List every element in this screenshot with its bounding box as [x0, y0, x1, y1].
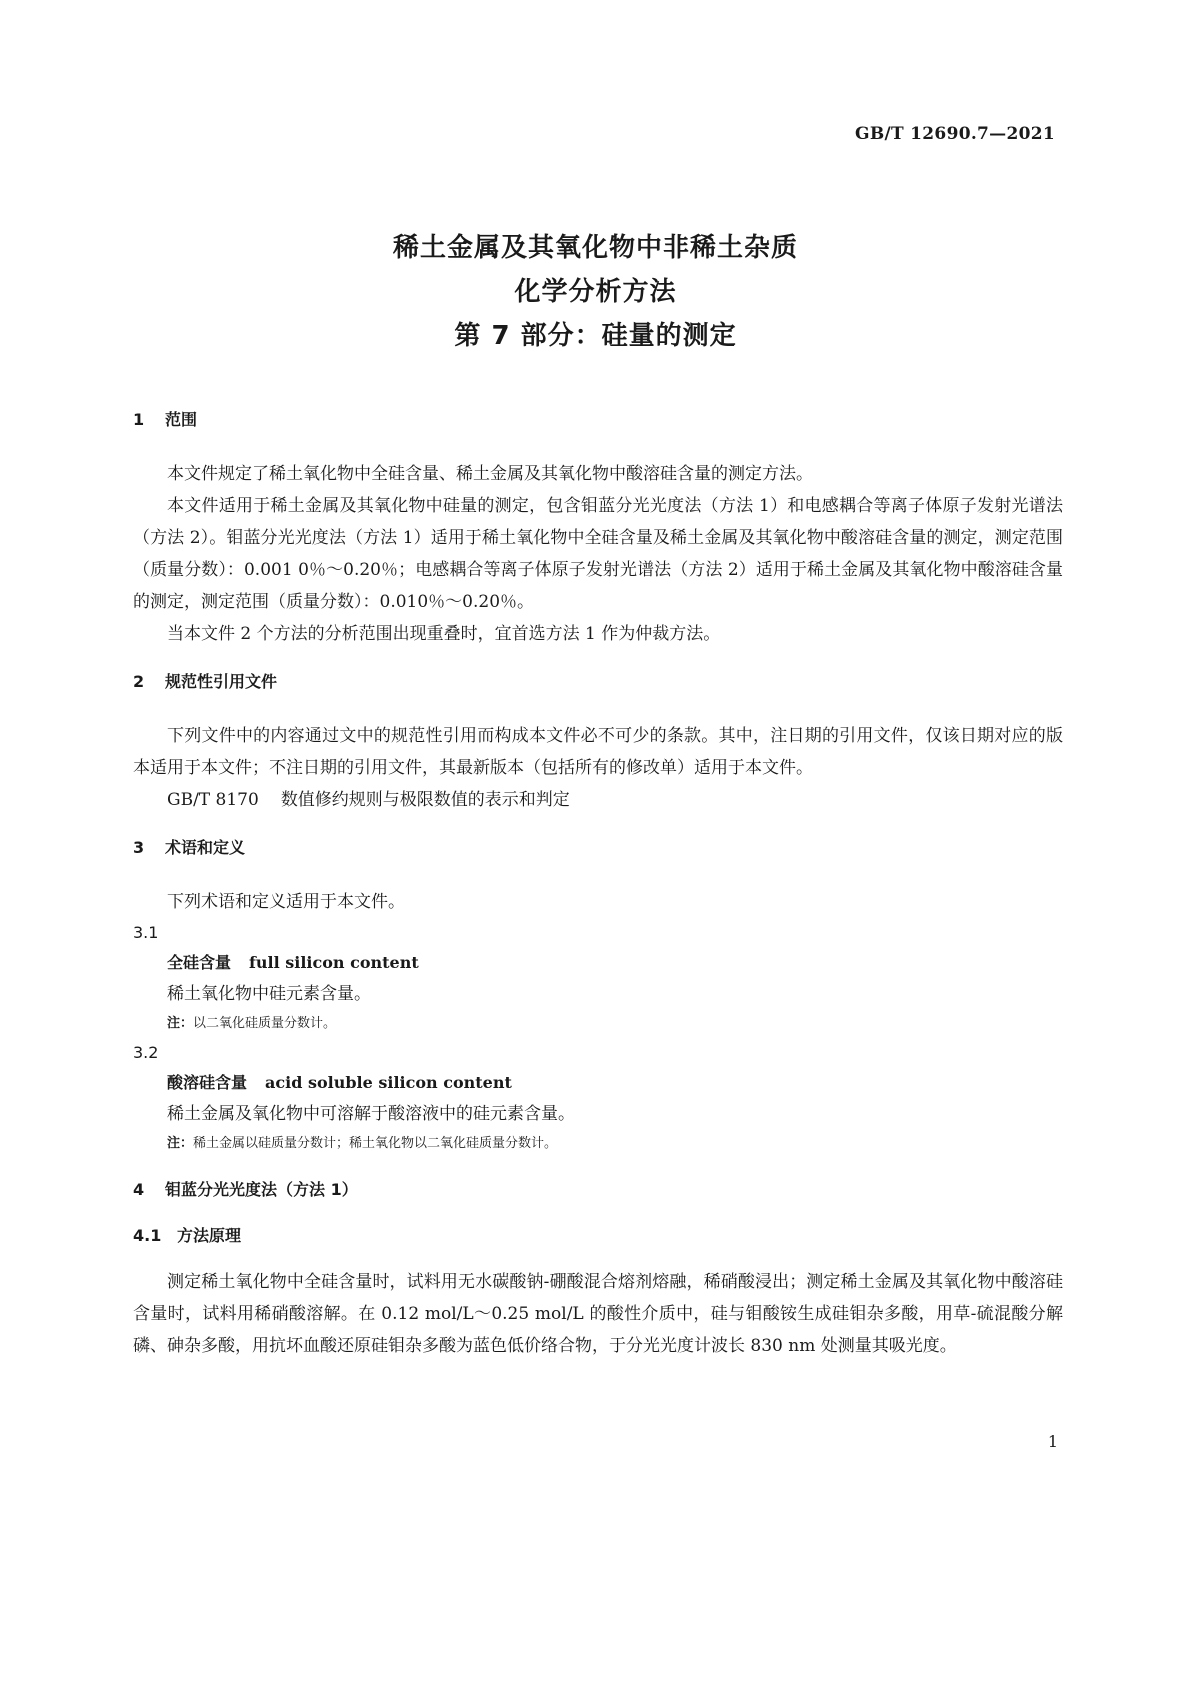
- term-name-cn: 全硅含量: [167, 953, 232, 972]
- term-definition: 稀土氧化物中硅元素含量。: [167, 984, 371, 1004]
- section-number: 1: [133, 410, 145, 429]
- term-note: [133, 1130, 1063, 1158]
- standard-code: GB/T 12690.7—2021: [855, 124, 1055, 144]
- scope-paragraph-2: 本文件适用于稀土金属及其氧化物中硅量的测定，包含钼蓝分光光度法（方法 1）和电感耦合等离子体原子发射光谱法（方法 2）。钼蓝分光光度法（方法 1）适用于稀土氧化物中全硅含量及稀土金属及其氧化物中酸溶硅含量的测定，测定范围（质量分数）：0.001 0％～0.20％；电感耦合等离子体原子发射光谱法（方法 2）适用于稀土金属及其氧化物中酸溶硅含量的测定，测定范围（质量分数）：0.010％～0.20％。: [133, 496, 1063, 612]
- section-title: 范围: [165, 410, 198, 429]
- term-name: [133, 948, 1063, 978]
- term-name-en: full silicon content: [249, 953, 419, 972]
- page-number: 1: [1047, 1432, 1058, 1451]
- title-line-3: 第 7 部分：硅量的测定: [454, 321, 737, 351]
- note-text: 以二氧化硅质量分数计。: [193, 1016, 337, 1031]
- principle-paragraph: 测定稀土氧化物中全硅含量时，试料用无水碳酸钠-硼酸混合熔剂熔融，稀硝酸浸出；测定稀土金属及其氧化物中酸溶硅含量时，试料用稀硝酸溶解。在 0.12 mol/L～0.25 mol/L 的酸性介质中，硅与钼酸铵生成硅钼杂多酸，用草-硫混酸分解磷、砷杂多酸，用抗坏血酸还原硅钼杂多酸为蓝色低价络合物，于分光光度计波长 830 nm 处测量其吸光度。: [133, 1272, 1063, 1356]
- document-body: [133, 408, 1063, 1362]
- scope-paragraph-1: 本文件规定了稀土氧化物中全硅含量、稀土金属及其氧化物中酸溶硅含量的测定方法。: [167, 464, 813, 484]
- section-heading-terms: [133, 836, 1063, 860]
- reference-code: GB/T 8170: [167, 790, 259, 810]
- scope-paragraph-3: 当本文件 2 个方法的分析范围出现重叠时，宜首选方法 1 作为仲裁方法。: [167, 624, 721, 644]
- note-label: 注：: [167, 1016, 194, 1031]
- section-number: 2: [133, 672, 145, 691]
- section-heading-scope: [133, 408, 1063, 432]
- section-heading-normative-references: [133, 670, 1063, 694]
- note-label: 注：: [167, 1136, 194, 1151]
- subsection-number: 4.1: [133, 1226, 162, 1245]
- section-title: 规范性引用文件: [165, 672, 278, 691]
- title-line-2: 化学分析方法: [514, 277, 677, 307]
- title-line-1: 稀土金属及其氧化物中非稀土杂质: [392, 233, 798, 263]
- subsection-title: 方法原理: [177, 1226, 242, 1245]
- term-name-cn: 酸溶硅含量: [167, 1073, 248, 1092]
- term-name: [133, 1068, 1063, 1098]
- term-number: 3.1: [133, 923, 159, 942]
- subsection-heading-principle: [133, 1224, 1063, 1248]
- term-definition: 稀土金属及氧化物中可溶解于酸溶液中的硅元素含量。: [167, 1104, 575, 1124]
- term-name-en: acid soluble silicon content: [265, 1073, 512, 1092]
- terms-intro: 下列术语和定义适用于本文件。: [167, 892, 405, 912]
- references-paragraph: 下列文件中的内容通过文中的规范性引用而构成本文件必不可少的条款。其中，注日期的引用文件，仅该日期对应的版本适用于本文件；不注日期的引用文件，其最新版本（包括所有的修改单）适用于本文件。: [133, 726, 1063, 778]
- reference-title: 数值修约规则与极限数值的表示和判定: [280, 790, 570, 810]
- section-number: 3: [133, 838, 145, 857]
- term-note: [133, 1010, 1063, 1038]
- section-title: 术语和定义: [165, 838, 246, 857]
- section-title: 钼蓝分光光度法（方法 1）: [165, 1180, 358, 1199]
- note-text: 稀土金属以硅质量分数计；稀土氧化物以二氧化硅质量分数计。: [193, 1136, 558, 1151]
- document-title: [0, 226, 1191, 358]
- term-number: 3.2: [133, 1043, 159, 1062]
- section-heading-method-1: [133, 1178, 1063, 1202]
- reference-entry: [133, 784, 1063, 816]
- section-number: 4: [133, 1180, 145, 1199]
